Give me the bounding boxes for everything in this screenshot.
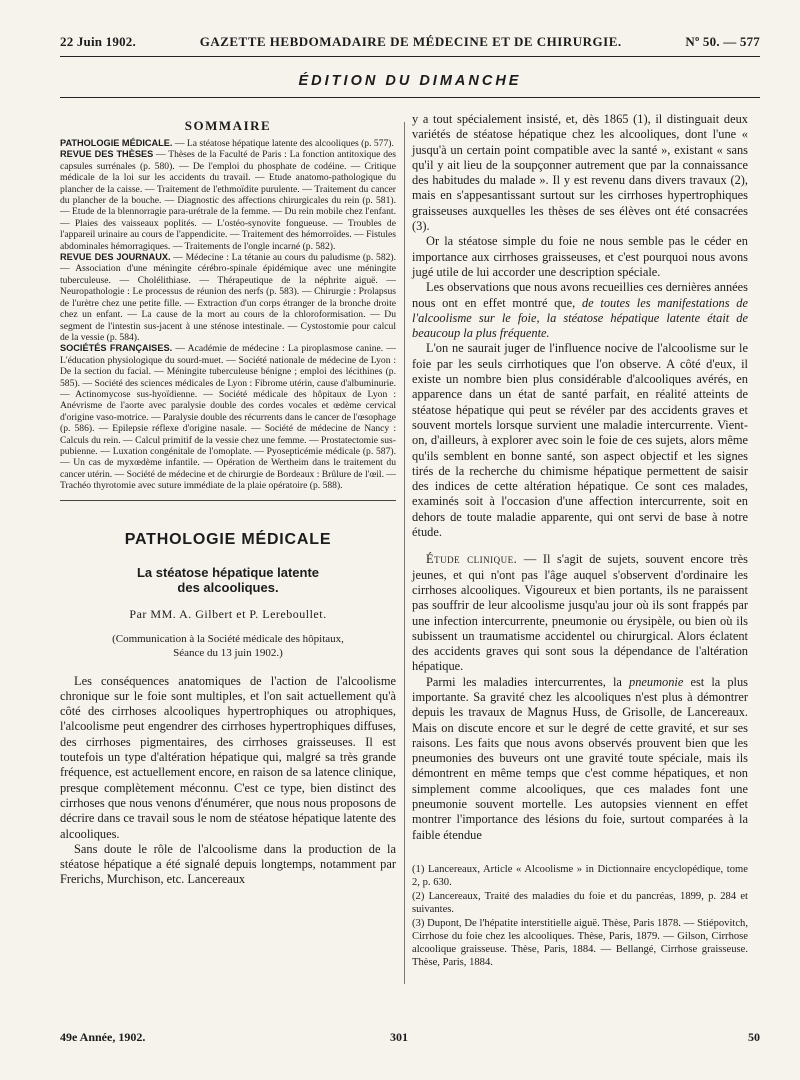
summary-block xyxy=(60,138,396,492)
body-text: Les observations que nous avons recueillies ces dernières années nous ont en effet montré que, xyxy=(412,280,748,310)
body-paragraph xyxy=(412,675,748,843)
footnote: (2) Lancereaux, Traité des maladies du foie et du pancréas, 1899, p. 284 et suivantes. xyxy=(412,890,748,915)
article-body-left xyxy=(60,674,396,888)
page-number-right: 50 xyxy=(748,1030,760,1044)
body-text: — Il s'agit de sujets, souvent encore très jeunes, et qui n'ont pas l'âge auquel s'observent d'ordinaire les cirrhoses alcooliques. Vigoureux et bien portants, ils ne paraissent pas souffrir de leur alcoolisme jusqu'au jour où ils sont frappés par une infection intercurrente, pneumonie ou érysipèle, ou bien où ils subissent un traumatisme accidentel ou chirurgical. Alors éclatent des accidents graves qui sont sous la dépendance de l'altération hépatique. xyxy=(412,552,749,674)
summary-item-label: REVUE DES JOURNAUX. xyxy=(60,252,171,263)
two-column-body xyxy=(60,112,760,1022)
issue-number: Nº 50. — 577 xyxy=(685,34,760,49)
article-title-line: des alcooliques. xyxy=(177,579,279,595)
emphasis-text: de toutes les manifestations de l'alcoolisme sur le foie, la stéatose hépatique latente était de beaucoup la plus fréquente. xyxy=(412,295,748,341)
summary-title: SOMMAIRE xyxy=(184,118,272,133)
communication-note xyxy=(60,632,396,660)
body-paragraph xyxy=(412,280,748,341)
footnote: (3) Dupont, De l'hépatite interstitielle aiguë. Thèse, Paris 1878. — Stiépovitch, Cirrhose du foie chez les alcooliques. Thèse, Paris, 1879. — Gilson, Cirrhose alcoolique graisseuse. Thèse, Paris, 1884. — Bellangé, Cirrhose graisseuse. Thèse, Paris, 1884. xyxy=(412,917,748,968)
summary-item xyxy=(60,252,396,343)
article-title xyxy=(60,565,396,595)
summary-item xyxy=(60,138,396,149)
volume-year: 49e Année, 1902. xyxy=(60,1030,146,1044)
page-number-center: 301 xyxy=(390,1030,408,1044)
issue-date: 22 Juin 1902. xyxy=(60,34,136,49)
edition-title: ÉDITION DU DIMANCHE xyxy=(298,73,522,89)
left-column xyxy=(60,112,396,888)
summary-item-text: — Académie de médecine : La piroplasmose canine. — L'éducation physiologique du sourd-muet. — Société nationale de médecine de Lyon : De la section du facial. — Méningite tuberculeuse bénigne ; emploi des lécithines (p. 585). — Société des sciences médicales de Lyon : Fibrome utérin, cause d'albuminurie. — Actinomycose sus-hyoïdienne. — Société médicale des hôpitaux de Lyon : Anévrisme de l'aorte avec paralysie double des cordes vocales et œdème cervical d'origine vaso-motrice. — Paralysie double des récurrents dans le cancer de l'œsophage (p. 586). — Epilepsie réflexe d'origine nasale. — Société de médecine de Nancy : Calculs du rein. — Calcul primitif de la vessie chez une femme. — Prostatectomie sus-pubienne. — Luxation congénitale de l'omoplate. — Pyosepticémie médicale (p. 587). — Un cas de myxœdème infantile. — Opération de Wertheim dans le traitement du cancer utérin. — Société de médecine et de chirurgie de Bordeaux : Brûlure de l'œil. — Trachéo thyrotomie avec suture immédiate de la plaie opératoire (p. 588). xyxy=(60,343,396,492)
summary-item xyxy=(60,149,396,252)
article-body-right xyxy=(412,112,748,843)
communication-line: (Communication à la Société médicale des hôpitaux, xyxy=(112,632,344,645)
summary-item xyxy=(60,343,396,491)
right-column xyxy=(412,112,748,970)
article-authors: Par MM. A. Gilbert et P. Lereboullet. xyxy=(129,606,327,621)
emphasis-text: pneumonie xyxy=(629,674,684,689)
summary-rule xyxy=(60,500,396,501)
communication-line: Séance du 13 juin 1902.) xyxy=(173,646,283,659)
summary-item-label: REVUE DES THÈSES xyxy=(60,149,154,160)
body-paragraph: Or la stéatose simple du foie ne nous semble pas le céder en importance aux cirrhoses graisseuses, et c'est pourquoi nous avons jugé utile de lui accorder une description spéciale. xyxy=(412,234,748,279)
body-paragraph xyxy=(412,552,748,674)
summary-item-text: — Médecine : La tétanie au cours du paludisme (p. 582). — Association d'une méningite cérébro-spinale épidémique avec une méningite tuberculeuse. — Cholélithiase. — Thérapeutique de la néphrite aiguë. — Neuropathologie : Le processus de réunion des nerfs (p. 583). — Chirurgie : Prolapsus de l'urètre chez une petite fille. — Extraction d'un corps étranger de la bronche droite chez un enfant. — La cause de la mort au cours de la chloroformisation. — Du segment de l'intestin sus-jacent à une sténose intestinale. — Cystostomie pour calcul de la vessie (p. 584). xyxy=(60,252,397,343)
newspaper-page xyxy=(60,34,760,1054)
body-paragraph: Les conséquences anatomiques de l'action de l'alcoolisme chronique sur le foie sont multiples, et l'on sait actuellement qu'à côté des cirrhoses alcooliques hypertrophiques ou atrophiques, l'alcoolisme peut engendrer des cirrhoses hypertrophiques diffuses, des cirrhoses pigmentaires, des cirrhoses graisseuses. Il est toutefois un type d'altération hépatique qui, malgré sa très grande fréquence, est actuellement encore, en raison de sa latence clinique, presque complètement méconnu. C'est ce type, bien distinct des cirrhoses que nous venons d'énumérer, que nous nous proposons de décrire dans ce travail sous le nom de stéatose hépatique latente des alcooliques. xyxy=(60,673,396,841)
body-paragraph: L'on ne saurait juger de l'influence nocive de l'alcoolisme sur le foie par les seuls cirrhotiques que l'on observe. A côté d'eux, il existe un nombre bien plus considérable d'alcooliques avérés, en apparence dans un état de santé parfait, en réalité atteints de stéatose hépatique qui peut se révéler par des accidents graves et souvent mortels lorsque survient une maladie intercurrente. Vient-on, d'ailleurs, à explorer avec soin le foie de ces sujets, alors même qu'ils semblent en bonne santé, son aspect objectif et les signes tirés de la recherche du chimisme hépatique permettent de saisir des indices de cette altération hépatique. Ce sont ces malades, examinés soit à l'occasion d'une affection intercurrente, soit en dehors de toute maladie apparente, qui ont servi de base à notre étude. xyxy=(412,341,748,540)
journal-title: GAZETTE HEBDOMADAIRE DE MÉDECINE ET DE CHIRURGIE. xyxy=(199,34,622,49)
subsection-label: Étude clinique. xyxy=(426,552,518,567)
body-text: Parmi les maladies intercurrentes, la xyxy=(426,674,629,689)
header-rule xyxy=(60,56,760,57)
summary-item-label: SOCIÉTÉS FRANÇAISES. xyxy=(60,343,173,354)
section-heading: PATHOLOGIE MÉDICALE xyxy=(124,530,332,548)
body-text: est la plus importante. Sa gravité chez les alcooliques n'est plus à démontrer depuis les travaux de Magnus Huss, de Grisolle, de Lancereaux. Mais on discute encore et sur le degré de cette gravité, et sur ses raisons. Les faits que nous avons observés prouvent bien que les pneumonies des buveurs ont une gravité toute spéciale, mais ils démontrent en même temps que c'est comme hépatiques, et non simplement comme alcooliques, que ces malades font une pneumonie souvent mortelle. Les autopsies viennent en effet montrer l'importance des lésions du foie, surtout comparées à la faible étendue xyxy=(412,674,748,842)
summary-item-text: — La stéatose hépatique latente des alcooliques (p. 577). xyxy=(172,138,394,149)
body-paragraph: Sans doute le rôle de l'alcoolisme dans la production de la stéatose hépatique a été signalé depuis longtemps, notamment par Frerichs, Murchison, etc. Lancereaux xyxy=(60,841,396,887)
column-divider xyxy=(404,122,405,984)
body-paragraph: y a tout spécialement insisté, et, dès 1865 (1), il distinguait deux variétés de stéatose hépatique chez les alcooliques, dont l'une « jusqu'à un certain point compatible avec la santé », existant « sans qu'il y ait lieu de la soupçonner autrement que par la connaissance des habitudes du malade ». Il y est revenu dans divers travaux (2), mais en s'appesantissant surtout sur les cirrhoses hypertrophiques graisseuses auxquelles les thèses de ses élèves ont été consacrées (3). xyxy=(412,112,748,234)
article-title-line: La stéatose hépatique latente xyxy=(136,564,320,580)
footnote: (1) Lancereaux, Article « Alcoolisme » in Dictionnaire encyclopédique, tome 2, p. 630. xyxy=(412,863,748,888)
footnotes xyxy=(412,863,748,969)
edition-rule xyxy=(60,97,760,98)
summary-item-text: — Thèses de la Faculté de Paris : La fonction antitoxique des capsules surrénales (p. 580). — De l'emploi du phosphate de codéine. — Critique médicale de la loi sur les accidents du travail. — Etude anatomo-pathologique du plancher de la caisse. — Traitement de l'ethmoïdite purulente. — Traitement du cancer du plancher de la bouche. — Diagnostic des affections chirurgicales du rein (p. 581). — Etude de la blennorragie para-urétrale de la femme. — Du rein mobile chez l'enfant. — Plaies des vaisseaux poplités. — L'ostéo-synovite fongueuse. — Troubles de l'appareil urinaire au cours de l'appendicite. — Traitement des hémorroïdes. — Fistules abdominales hémorragiques. — Traitements de l'ongle incarné (p. 582). xyxy=(60,149,396,252)
summary-item-label: PATHOLOGIE MÉDICALE. xyxy=(60,138,173,148)
running-header xyxy=(60,34,760,52)
